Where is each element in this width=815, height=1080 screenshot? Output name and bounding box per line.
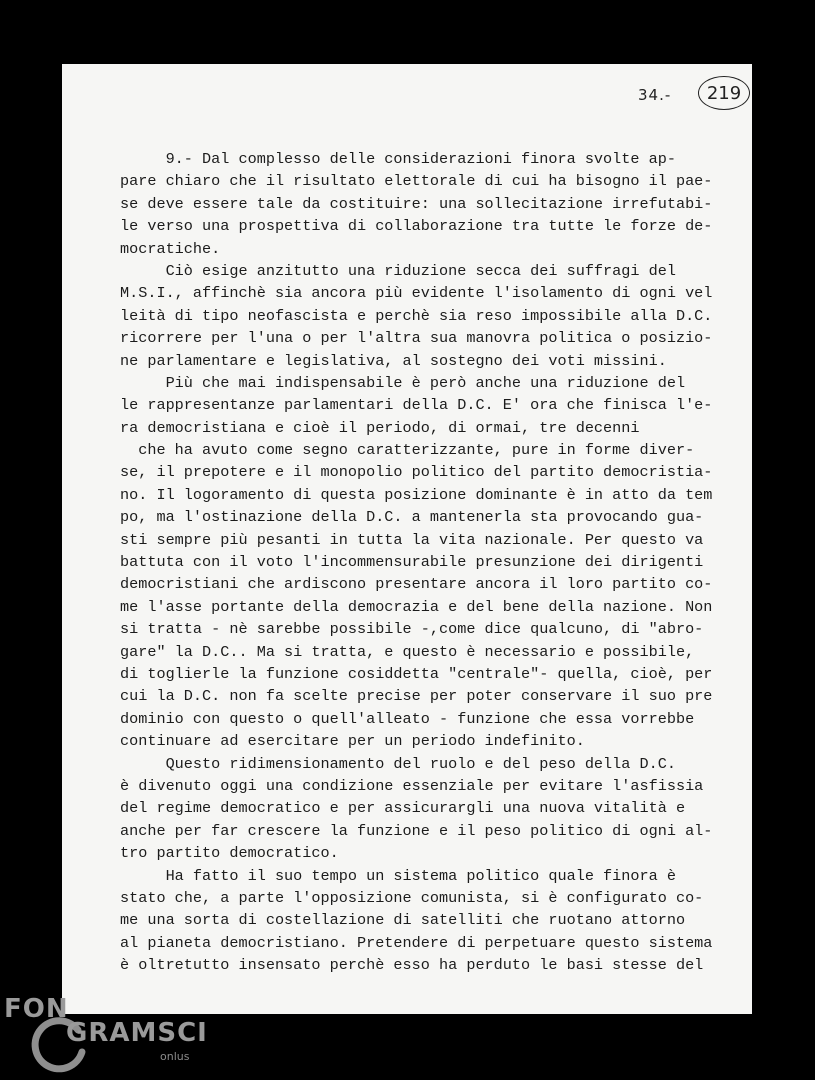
text-line: tro partito democratico. (120, 844, 339, 863)
text-line: Ciò esige anzitutto una riduzione secca dei suffragi del (120, 261, 676, 280)
text-line: se, il prepotere e il monopolio politico del partito democristia- (120, 463, 713, 482)
body-text (120, 148, 740, 976)
text-line: po, ma l'ostinazione della D.C. a mantenerla sta provocando gua- (120, 508, 704, 527)
text-line: continuare ad esercitare per un periodo indefinito. (120, 732, 585, 751)
text-line: me l'asse portante della democrazia e del bene della nazione. Non (120, 597, 713, 616)
text-line: del regime democratico e per assicurargli una nuova vitalità e (120, 799, 686, 818)
document-page (62, 64, 752, 1014)
text-line: battuta con il voto l'incommensurabile presunzione dei dirigenti (120, 553, 704, 572)
text-line: se deve essere tale da costituire: una sollecitazione irrefutabi- (120, 194, 713, 213)
text-line: M.S.I., affinchè sia ancora più evidente l'isolamento di ogni vel (120, 284, 713, 303)
text-line: Più che mai indispensabile è però anche una riduzione del (120, 373, 686, 392)
text-line: mocratiche. (120, 239, 221, 258)
text-line: democristiani che ardiscono presentare ancora il loro partito co- (120, 575, 713, 594)
archive-number-stamp: 219 (698, 76, 750, 110)
text-line: le verso una prospettiva di collaborazione tra tutte le forze de- (120, 217, 713, 236)
watermark-onlus: onlus (160, 1050, 190, 1063)
page-number: 34.- (638, 86, 672, 104)
text-line: ricorrere per l'una o per l'altra sua manovra politica o posizio- (120, 329, 713, 348)
text-line: al pianeta democristiano. Pretendere di perpetuare questo sistema (120, 933, 713, 952)
text-line: si tratta - nè sarebbe possibile -,come dice qualcuno, di "abro- (120, 620, 704, 639)
text-line: ra democristiana e cioè il periodo, di ormai, tre decenni (120, 418, 640, 437)
text-line: 9.- Dal complesso delle considerazioni finora svolte ap- (120, 150, 676, 168)
watermark-gramsci: GRAMSCI (66, 1018, 208, 1048)
fondazione-gramsci-watermark (0, 992, 220, 1080)
text-line: ne parlamentare e legislativa, al sostegno dei voti missini. (120, 351, 667, 370)
text-line: sti sempre più pesanti in tutta la vita nazionale. Per questo va (120, 530, 704, 549)
text-line: di toglierle la funzione cosiddetta "centrale"- quella, cioè, per (120, 664, 713, 683)
text-line: pare chiaro che il risultato elettorale di cui ha bisogno il pae- (120, 172, 713, 191)
text-line: Ha fatto il suo tempo un sistema politico quale finora è (120, 866, 676, 885)
text-line: cui la D.C. non fa scelte precise per poter conservare il suo pre (120, 687, 713, 706)
text-line: è oltretutto insensato perchè esso ha perduto le basi stesse del (120, 956, 704, 975)
text-line: gare" la D.C.. Ma si tratta, e questo è necessario e possibile, (120, 642, 695, 661)
text-line: le rappresentanze parlamentari della D.C. E' ora che finisca l'e- (120, 396, 713, 415)
text-line: stato che, a parte l'opposizione comunista, si è configurato co- (120, 888, 704, 907)
text-line: dominio con questo o quell'alleato - funzione che essa vorrebbe (120, 709, 695, 728)
watermark-fon: FON (4, 994, 69, 1024)
text-line: leità di tipo neofascista e perchè sia reso impossibile alla D.C. (120, 306, 713, 325)
text-line: Questo ridimensionamento del ruolo e del peso della D.C. (120, 754, 676, 773)
text-line: me una sorta di costellazione di satelliti che ruotano attorno (120, 911, 686, 930)
text-line: anche per far crescere la funzione e il peso politico di ogni al- (120, 821, 713, 840)
text-line: è divenuto oggi una condizione essenziale per evitare l'asfissia (120, 776, 704, 795)
text-line: che ha avuto come segno caratterizzante, pure in forme diver- (120, 441, 695, 460)
text-line: no. Il logoramento di questa posizione dominante è in atto da tem (120, 485, 713, 504)
